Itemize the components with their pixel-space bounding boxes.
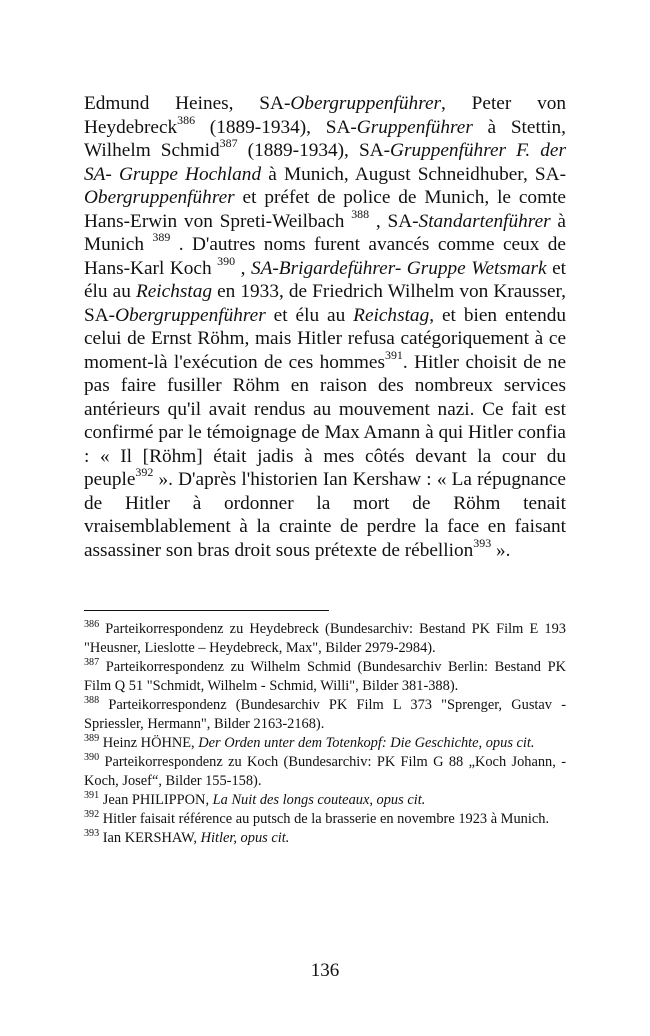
italic-run: Reichstag <box>135 281 212 302</box>
footnote-title: La Nuit des longs couteaux, opus cit. <box>212 792 426 808</box>
text-run: . D'autres noms furent avancés comme ceux de Hans-Karl Koch <box>84 234 566 279</box>
footnote-separator <box>84 610 329 611</box>
body-paragraph <box>84 92 566 562</box>
footnote-text: Parteikorrespondenz zu Wilhelm Schmid (Bundesarchiv Berlin: Bestand PK Film Q 51 "Schmidt, Wilhelm - Schmid, Willi", Bilder 381-388). <box>84 659 566 694</box>
footnote-ref-390[interactable]: 390 <box>217 253 236 268</box>
italic-run: Obergruppenführer <box>84 187 235 208</box>
footnote-number: 390 <box>84 751 100 763</box>
footnote-number: 392 <box>84 808 100 820</box>
italic-run: Obergruppenführer <box>115 304 266 326</box>
footnote-text: Ian KERSHAW, <box>99 830 201 846</box>
footnote-392 <box>84 810 566 829</box>
footnote-386 <box>84 620 566 658</box>
text-run: Edmund Heines, SA- <box>84 93 291 114</box>
italic-run: Gruppenführer <box>356 116 473 138</box>
footnote-391 <box>84 791 566 810</box>
footnote-text: Parteikorrespondenz zu Heydebreck (Bundesarchiv: Bestand PK Film E 193 "Heusner, Lieslotte – Heydebreck, Max", Bilder 2979-2984). <box>84 621 566 656</box>
footnote-number: 387 <box>84 656 100 668</box>
text-run: ». D'après l'historien Ian Kershaw : « La répugnance de Hitler à ordonner la mort de Röhm tenait vraisemblablement à la crainte de perdre la face en faisant assassiner son bras droit sous prétexte de rébellion <box>84 469 566 561</box>
italic-run: Obergruppenführer <box>290 93 442 114</box>
footnote-393 <box>84 829 566 848</box>
italic-run: Gruppenführer F. der SA- Gruppe Hochland <box>84 140 566 185</box>
footnote-390 <box>84 753 566 791</box>
text-run: (1889-1934), SA- <box>237 140 391 161</box>
text-run: à Munich, August Schneidhuber, SA- <box>261 163 566 185</box>
footnote-ref-392[interactable]: 392 <box>135 465 154 480</box>
text-run: , et bien entendu celui de Ernst Röhm, mais Hitler refusa catégoriquement à ce moment-là l'exécution de ces hommes <box>84 304 566 373</box>
footnote-number: 386 <box>84 618 100 630</box>
footnote-number: 388 <box>84 694 100 706</box>
footnote-text: Hitler faisait référence au putsch de la brasserie en novembre 1923 à Munich. <box>99 811 550 827</box>
footnote-ref-393[interactable]: 393 <box>473 535 492 550</box>
text-run: à Stettin, Wilhelm Schmid <box>84 116 567 161</box>
text-run: à Munich <box>84 210 566 255</box>
footnote-388 <box>84 696 566 734</box>
footnote-389 <box>84 734 566 753</box>
italic-run: Reichstag <box>353 304 430 326</box>
page-number: 136 <box>310 960 340 981</box>
text-run: (1889-1934), SA- <box>195 116 357 138</box>
footnote-title: Der Orden unter dem Totenkopf: Die Geschichte, opus cit. <box>198 735 535 751</box>
main-text-block <box>84 92 566 562</box>
text-run: en 1933, de Friedrich Wilhelm von Krausser, SA- <box>84 281 566 326</box>
footnote-ref-389[interactable]: 389 <box>152 230 171 245</box>
italic-run: Standartenführer <box>418 210 551 232</box>
footnote-number: 391 <box>84 789 100 801</box>
text-run: . Hitler choisit de ne pas faire fusiller Röhm en raison des nombreux services antérieurs qu'il avait rendus au mouvement nazi. Ce fait est confirmé par le témoignage de Max Amann à qui Hitler confia : « Il [Röhm] était jadis à mes côtés devant la cour du peuple <box>84 351 567 490</box>
text-run: et élu au <box>84 257 566 302</box>
footnote-text: Heinz HÖHNE, <box>99 735 199 751</box>
text-run: ». <box>491 539 511 561</box>
footnote-text: Parteikorrespondenz zu Koch (Bundesarchiv: PK Film G 88 „Koch Johann, - Koch, Josef“, Bilder 155-158). <box>84 754 566 789</box>
footnote-387 <box>84 658 566 696</box>
footnotes <box>84 620 566 848</box>
footnote-text: Parteikorrespondenz (Bundesarchiv PK Film L 373 "Sprenger, Gustav - Spriessler, Hermann", Bilder 2163-2168). <box>84 697 566 732</box>
footnote-ref-391[interactable]: 391 <box>384 347 403 362</box>
text-run: et élu au <box>265 304 354 326</box>
footnote-title: Hitler, opus cit. <box>200 830 290 846</box>
footnote-text: Jean PHILIPPON, <box>99 792 213 808</box>
footnote-number: 393 <box>84 827 100 839</box>
text-run: , Peter von Heydebreck <box>84 93 566 138</box>
text-run: , <box>235 257 251 279</box>
text-run: , SA- <box>369 210 419 232</box>
italic-run: SA-Brigardeführer- Gruppe Wetsmark <box>250 257 547 279</box>
footnote-ref-386[interactable]: 386 <box>177 112 196 127</box>
text-run: et préfet de police de Munich, le comte Hans-Erwin von Spreti-Weilbach <box>84 187 566 232</box>
footnote-number: 389 <box>84 732 100 744</box>
footnote-ref-388[interactable]: 388 <box>351 206 370 221</box>
footnote-ref-387[interactable]: 387 <box>219 136 238 151</box>
